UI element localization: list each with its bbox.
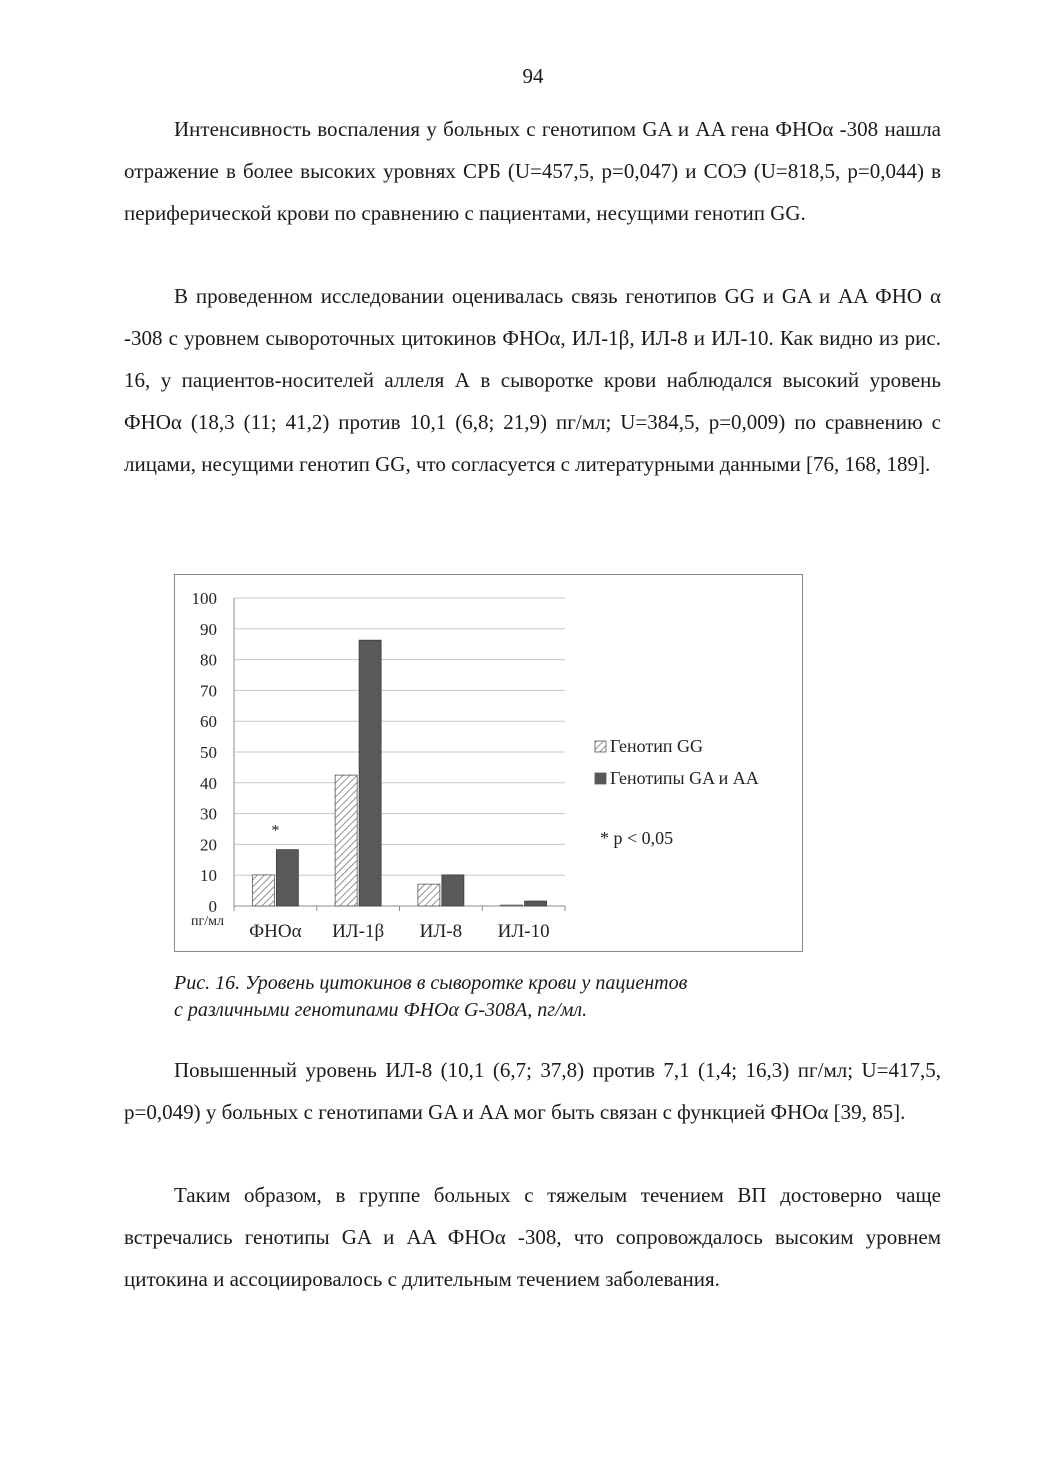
paragraph-3: Повышенный уровень ИЛ-8 (10,1 (6,7; 37,8) против 7,1 (1,4; 16,3) пг/мл; U=417,5, p=0,049) у больных с генотипами GA и AA мог быть связан с функцией ФНОα [39, 85]. bbox=[124, 1058, 941, 1124]
y-tick-label: 100 bbox=[191, 589, 217, 608]
figure-16-frame bbox=[174, 574, 803, 952]
significance-asterisk: * bbox=[271, 822, 280, 840]
bar bbox=[359, 640, 381, 906]
x-tick-label: ИЛ-8 bbox=[419, 921, 463, 942]
significance-note: * p < 0,05 bbox=[600, 828, 674, 848]
bar bbox=[335, 775, 357, 906]
y-tick-label: 60 bbox=[200, 712, 217, 732]
legend-label: Генотипы GA и AA bbox=[610, 768, 759, 788]
y-tick-label: 0 bbox=[208, 897, 217, 916]
caption-line-2: с различными генотипами ФНОα G-308A, пг/мл. bbox=[174, 999, 588, 1021]
caption-line-1: Рис. 16. Уровень цитокинов в сыворотке крови у пациентов bbox=[174, 972, 688, 994]
y-axis-unit-label: пг/мл bbox=[191, 914, 224, 929]
y-tick-label: 50 bbox=[200, 743, 217, 762]
legend-swatch bbox=[595, 741, 606, 752]
y-tick-label: 40 bbox=[200, 773, 217, 793]
y-tick-label: 10 bbox=[200, 866, 217, 886]
bar bbox=[525, 901, 547, 906]
y-tick-label: 70 bbox=[200, 681, 217, 701]
bar bbox=[252, 875, 274, 906]
bar bbox=[276, 850, 298, 906]
x-tick-label: ИЛ-1β bbox=[332, 921, 385, 942]
y-tick-label: 80 bbox=[200, 650, 217, 670]
paragraph-1: Интенсивность воспаления у больных с генотипом GA и AA гена ФНОα -308 нашла отражение в более высоких уровнях СРБ (U=457,5, p=0,047) и СОЭ (U=818,5, p=0,044) в периферической крови по сравнению с пациентами, несущими генотип GG. bbox=[124, 117, 941, 225]
bar bbox=[418, 884, 440, 906]
page-number: 94 bbox=[522, 64, 544, 88]
x-tick-label: ИЛ-10 bbox=[497, 921, 550, 942]
y-tick-label: 90 bbox=[200, 619, 217, 639]
legend-swatch bbox=[595, 773, 606, 784]
y-tick-label: 20 bbox=[200, 835, 217, 855]
bar bbox=[442, 875, 464, 906]
cytokine-bar-chart bbox=[175, 575, 802, 951]
y-tick-label: 30 bbox=[200, 804, 217, 824]
bar bbox=[501, 905, 523, 906]
x-tick-label: ФНОα bbox=[249, 921, 302, 942]
legend-label: Генотип GG bbox=[610, 736, 704, 756]
paragraph-4: Таким образом, в группе больных с тяжелым течением ВП достоверно чаще встречались генотипы GA и AA ФНОα -308, что сопровождалось высоким уровнем цитокина и ассоциировалось с длительным течением заболевания. bbox=[124, 1183, 941, 1291]
figure-caption bbox=[174, 970, 874, 1024]
paragraph-2: В проведенном исследовании оценивалась связь генотипов GG и GA и AA ФНО α -308 с уровнем сывороточных цитокинов ФНОα, ИЛ-1β, ИЛ-8 и ИЛ-10. Как видно из рис. 16, у пациентов-носителей аллеля А в сыворотке крови наблюдался высокий уровень ФНОα (18,3 (11; 41,2) против 10,1 (6,8; 21,9) пг/мл; U=384,5, p=0,009) по сравнению с лицами, несущими генотип GG, что согласуется с литературными данными [76, 168, 189]. bbox=[124, 284, 941, 476]
